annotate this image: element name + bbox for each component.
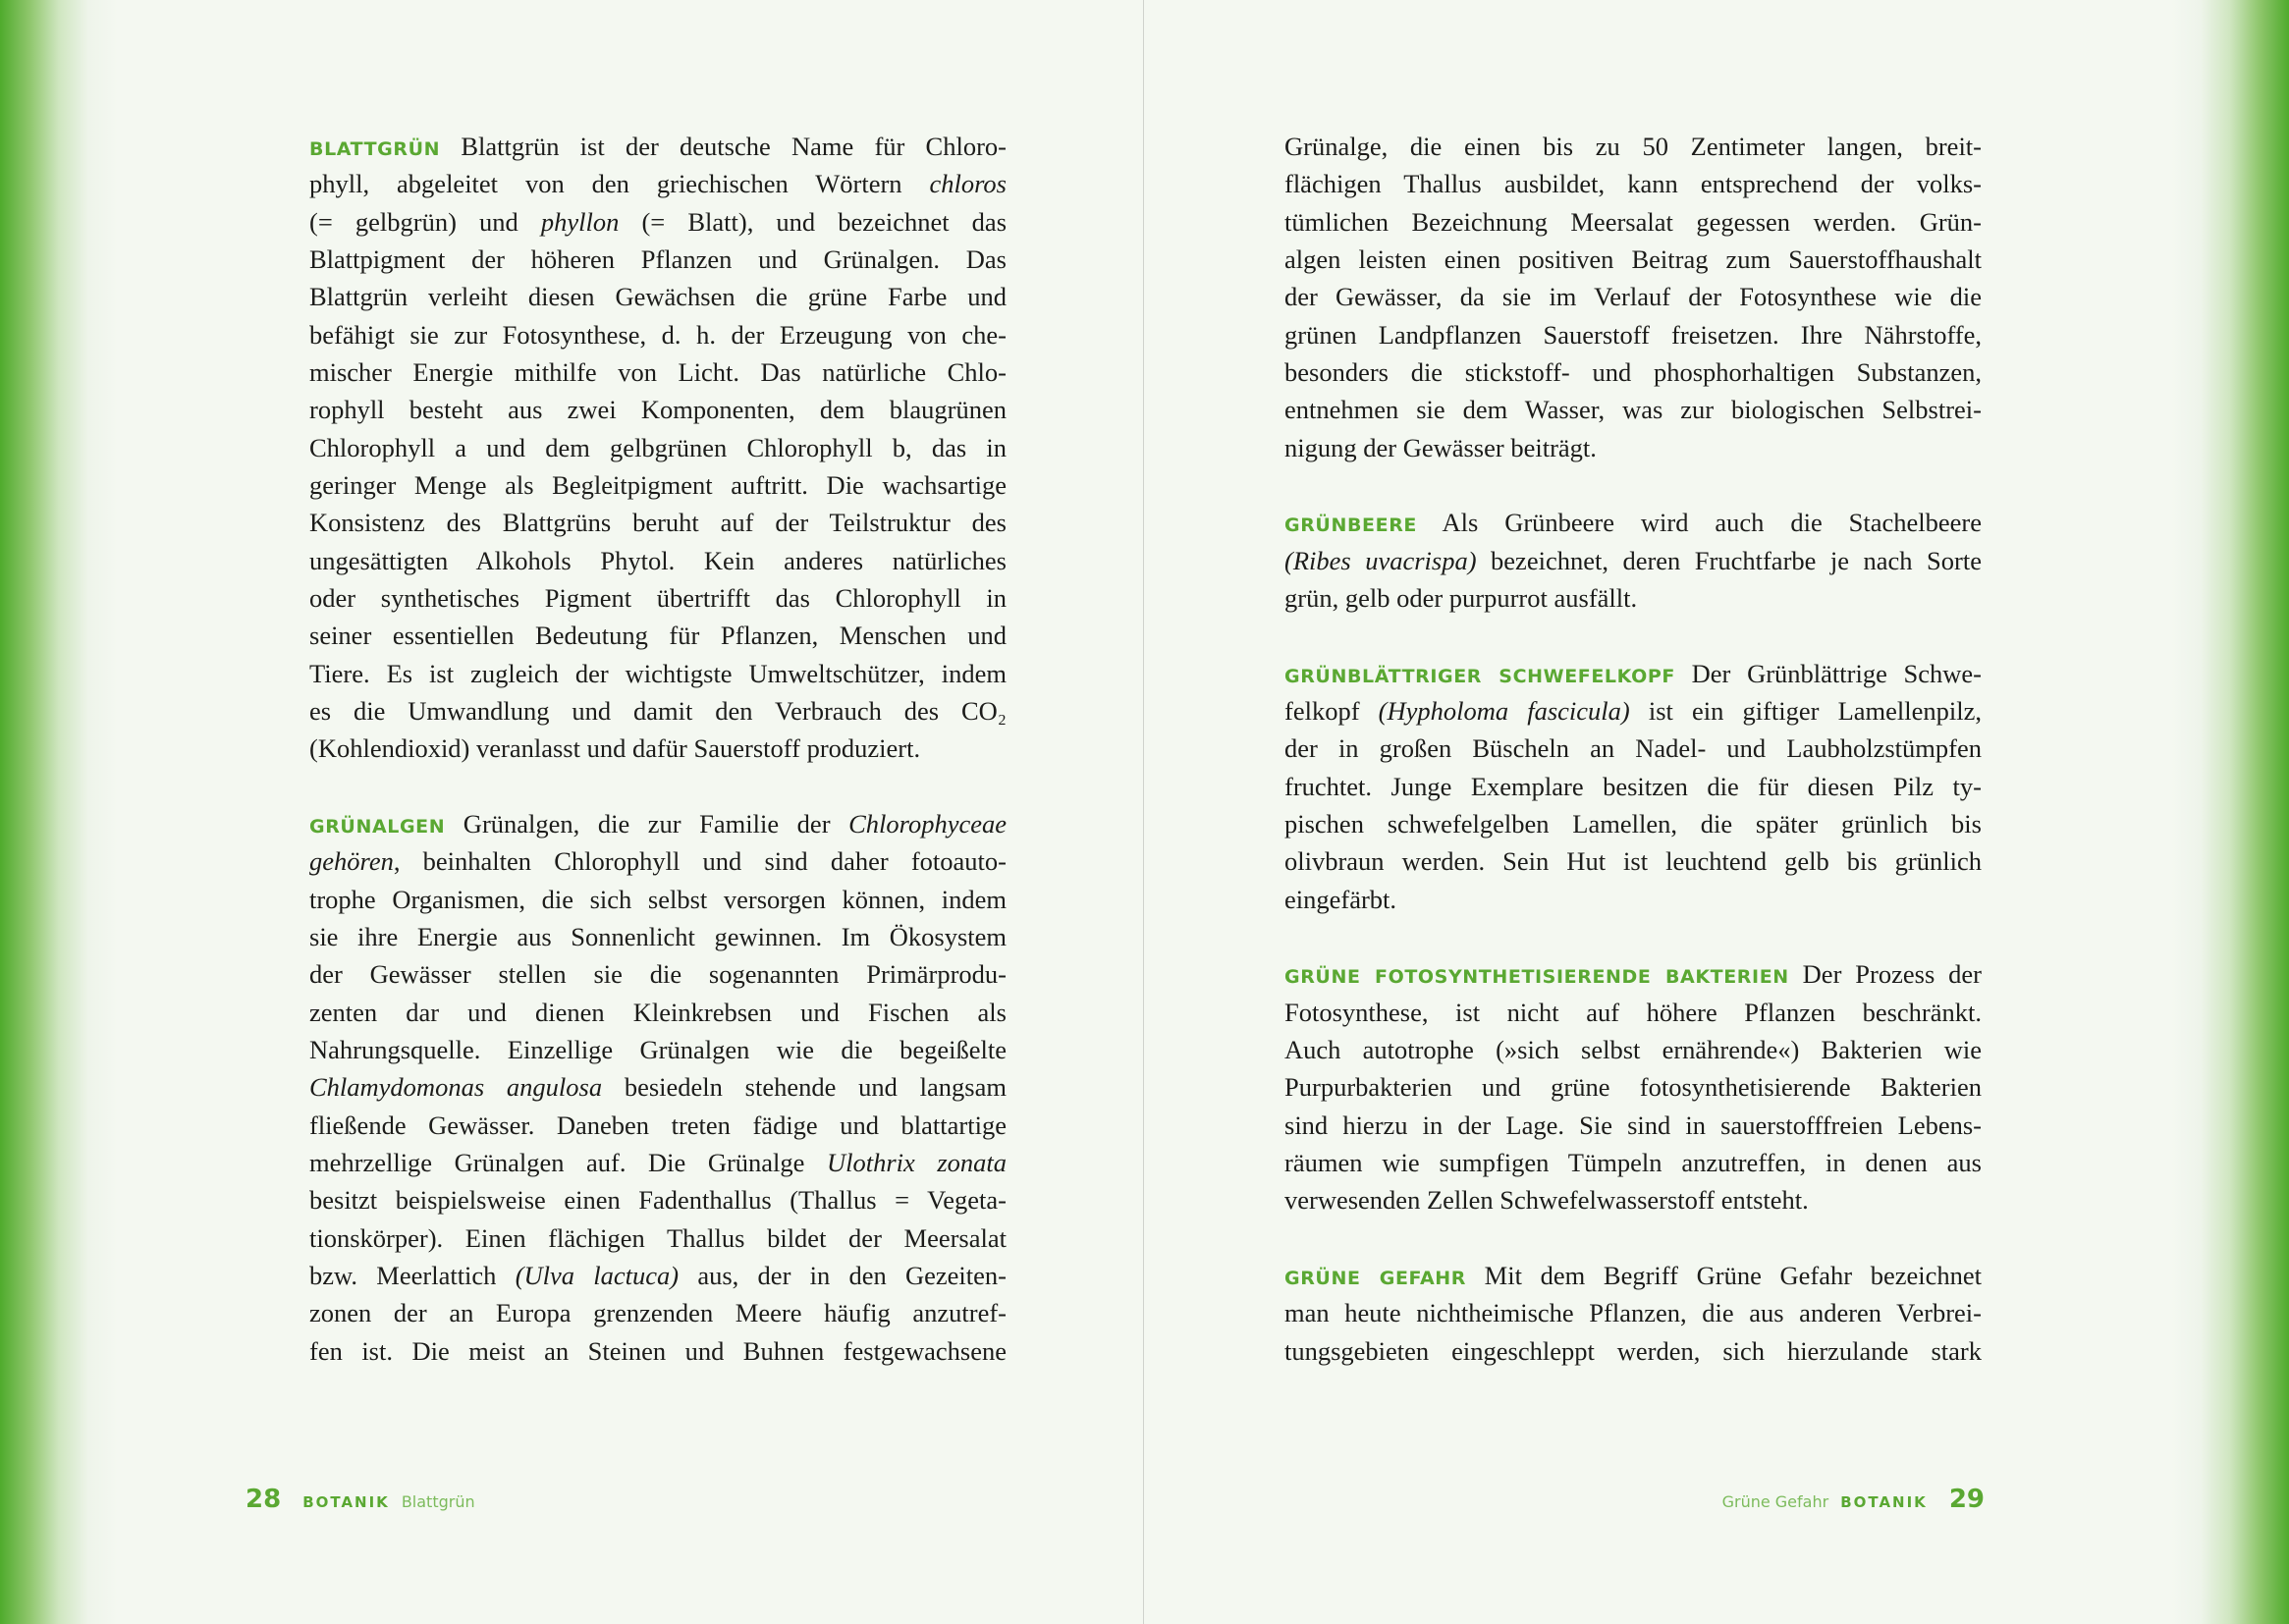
paragraph-gap (1284, 918, 1982, 955)
body-text: Der Grünblättrige Schwe- (1674, 658, 1982, 688)
text-line (1284, 1257, 1982, 1294)
text-line (309, 692, 1007, 730)
text-line (1284, 391, 1982, 428)
text-line (309, 1332, 1007, 1370)
body-text: (= gelbgrün) und (309, 206, 541, 237)
body-text: tümlichen Bezeichnung Meersalat gegessen werden. Grün- (1284, 206, 1982, 237)
paragraph-gap (1284, 1219, 1982, 1257)
body-text: ungesättigten Alkohols Phytol. Kein anderes natürliches (309, 545, 1007, 575)
body-text: grün, gelb oder purpurrot ausfällt. (1284, 582, 1638, 613)
left-page-footer (245, 1485, 475, 1514)
body-text: geringer Menge als Begleitpigment auftritt. Die wachsartige (309, 469, 1007, 500)
body-text: Fotosynthese, ist nicht auf höhere Pflanzen beschränkt. (1284, 997, 1982, 1027)
text-line (1284, 805, 1982, 842)
body-text: aus, der in den Gezeiten- (679, 1260, 1007, 1290)
body-text: Grünalge, die einen bis zu 50 Zentimeter langen, breit- (1284, 132, 1982, 161)
body-text: Konsistenz des Blattgrüns beruht auf der Teilstruktur des (309, 508, 1007, 538)
body-text: man heute nichtheimische Pflanzen, die aus anderen Verbrei- (1284, 1298, 1982, 1328)
text-line (309, 353, 1007, 391)
left-page-body (309, 128, 1007, 1370)
italic-term: (Ulva lactuca) (515, 1260, 680, 1290)
running-head: Grüne Gefahr (1721, 1492, 1829, 1511)
text-line (309, 165, 1007, 202)
text-line (309, 1031, 1007, 1068)
body-text: es die Umwandlung und damit den Verbrauch des CO₂ (309, 695, 1007, 726)
entry-heading: BLATTGRÜN (309, 138, 441, 160)
text-line (1284, 278, 1982, 315)
text-line (309, 994, 1007, 1031)
entry-heading: GRÜNE FOTOSYNTHETISIERENDE BAKTERIEN (1284, 966, 1789, 989)
text-line (309, 1257, 1007, 1294)
text-line (309, 542, 1007, 579)
italic-term: (Ribes uvacrispa) (1284, 545, 1477, 575)
text-line (309, 955, 1007, 993)
body-text: pischen schwefelgelben Lamellen, die später grünlich bis (1284, 808, 1982, 839)
text-line (309, 391, 1007, 428)
text-line (1284, 768, 1982, 805)
section-label: BOTANIK (1840, 1493, 1928, 1511)
text-line (309, 466, 1007, 504)
text-line (1284, 1144, 1982, 1181)
text-line (309, 918, 1007, 955)
running-head: Blattgrün (401, 1492, 475, 1511)
text-line (1284, 955, 1982, 993)
text-line (1284, 504, 1982, 541)
section-label: BOTANIK (302, 1493, 390, 1511)
body-text: tungsgebieten eingeschleppt werden, sich hierzulande stark (1284, 1335, 1982, 1366)
entry-heading: GRÜNE GEFAHR (1284, 1267, 1466, 1289)
body-text: der Gewässer stellen sie die sogenannten Primärprodu- (309, 959, 1007, 990)
body-text: Auch autotrophe (»sich selbst ernährende«) Bakterien wie (1284, 1034, 1982, 1064)
italic-term: gehören (309, 846, 394, 877)
body-text: ist ein giftiger Lamellenpilz, (1629, 695, 1982, 726)
text-line (1284, 1294, 1982, 1331)
body-text: entnehmen sie dem Wasser, was zur biologischen Selbstrei- (1284, 395, 1982, 425)
body-text: olivbraun werden. Sein Hut ist leuchtend gelb bis grünlich (1284, 846, 1982, 877)
text-line (1284, 1031, 1982, 1068)
body-text: algen leisten einen positiven Beitrag zum Sauerstoffhaushalt (1284, 244, 1982, 274)
body-text: eingefärbt. (1284, 884, 1397, 914)
body-text: räumen wie sumpfigen Tümpeln anzutreffen, in denen aus (1284, 1147, 1982, 1177)
text-line (309, 617, 1007, 654)
body-text: Purpurbakterien und grüne fotosynthetisierende Bakterien (1284, 1072, 1982, 1103)
body-text: Blattgrün ist der deutsche Name für Chloro- (440, 132, 1007, 161)
text-line (1284, 579, 1982, 617)
text-line (309, 128, 1007, 165)
body-text: Mit dem Begriff Grüne Gefahr bezeichnet (1466, 1260, 1982, 1290)
text-line (1284, 881, 1982, 918)
text-line (309, 655, 1007, 692)
text-line (309, 1294, 1007, 1331)
body-text: fruchtet. Junge Exemplare besitzen die für diesen Pilz ty- (1284, 771, 1982, 801)
text-line (1284, 241, 1982, 278)
paragraph-gap (309, 768, 1007, 805)
body-text: grünen Landpflanzen Sauerstoff freisetzen. Ihre Nährstoffe, (1284, 319, 1982, 350)
text-line (1284, 203, 1982, 241)
text-line (1284, 1068, 1982, 1106)
italic-term: chloros (929, 169, 1007, 199)
body-text: zenten dar und dienen Kleinkrebsen und Fischen als (309, 997, 1007, 1027)
text-line (309, 1219, 1007, 1257)
body-text: fen ist. Die meist an Steinen und Buhnen festgewachsene (309, 1335, 1007, 1366)
text-line (309, 730, 1007, 767)
text-line (309, 429, 1007, 466)
text-line (1284, 316, 1982, 353)
paragraph-gap (1284, 466, 1982, 504)
right-page-body (1284, 128, 1982, 1370)
body-text: flächigen Thallus ausbildet, kann entsprechend der volks- (1284, 169, 1982, 199)
entry-heading: GRÜNBLÄTTRIGER SCHWEFELKOPF (1284, 665, 1675, 687)
italic-term: Ulothrix zonata (826, 1147, 1007, 1177)
body-text: Als Grünbeere wird auch die Stachelbeere (1417, 508, 1982, 538)
italic-term: Chlamydomonas angulosa (309, 1072, 603, 1103)
text-line (309, 241, 1007, 278)
text-line (309, 1181, 1007, 1218)
text-line (309, 881, 1007, 918)
text-line (1284, 1332, 1982, 1370)
italic-term: phyllon (540, 206, 620, 237)
body-text: Nahrungsquelle. Einzellige Grünalgen wie die begeißelte (309, 1034, 1007, 1064)
text-line (309, 805, 1007, 842)
body-text: mischer Energie mithilfe von Licht. Das natürliche Chlo- (309, 356, 1007, 387)
body-text: verwesenden Zellen Schwefelwasserstoff entsteht. (1284, 1185, 1809, 1216)
text-line (309, 1144, 1007, 1181)
body-text: befähigt sie zur Fotosynthese, d. h. der Erzeugung von che- (309, 319, 1007, 350)
body-text: besonders die stickstoff- und phosphorhaltigen Substanzen, (1284, 356, 1982, 387)
text-line (1284, 994, 1982, 1031)
text-line (1284, 1181, 1982, 1218)
italic-term: Chlorophyceae (848, 808, 1007, 839)
body-text: besiedeln stehende und langsam (602, 1072, 1007, 1103)
text-line (1284, 1107, 1982, 1144)
body-text: sind hierzu in der Lage. Sie sind in sauerstofffreien Lebens- (1284, 1110, 1982, 1140)
text-line (1284, 730, 1982, 767)
body-text: sie ihre Energie aus Sonnenlicht gewinnen. Im Ökosystem (309, 921, 1007, 951)
book-spine (1143, 0, 1144, 1624)
right-page-footer (1722, 1485, 1985, 1514)
text-line (309, 1068, 1007, 1106)
text-line (1284, 655, 1982, 692)
body-text: besitzt beispielsweise einen Fadenthallus (Thallus = Vegeta- (309, 1185, 1007, 1216)
body-text: rophyll besteht aus zwei Komponenten, dem blaugrünen (309, 395, 1007, 425)
entry-heading: GRÜNBEERE (1284, 514, 1418, 537)
body-text: tionskörper). Einen flächigen Thallus bildet der Meersalat (309, 1222, 1007, 1253)
body-text: phyll, abgeleitet von den griechischen Wörtern (309, 169, 930, 199)
text-line (1284, 542, 1982, 579)
text-line (309, 1107, 1007, 1144)
body-text: nigung der Gewässer beiträgt. (1284, 432, 1597, 462)
text-line (1284, 842, 1982, 880)
text-line (309, 316, 1007, 353)
body-text: Tiere. Es ist zugleich der wichtigste Umweltschützer, indem (309, 658, 1007, 688)
text-line (1284, 429, 1982, 466)
body-text: bezeichnet, deren Fruchtfarbe je nach Sorte (1476, 545, 1982, 575)
body-text: Chlorophyll a und dem gelbgrünen Chlorophyll b, das in (309, 432, 1007, 462)
italic-term: (Hypholoma fascicula) (1378, 695, 1630, 726)
body-text: bzw. Meerlattich (309, 1260, 516, 1290)
body-text: mehrzellige Grünalgen auf. Die Grünalge (309, 1147, 827, 1177)
page-number: 29 (1948, 1485, 1985, 1514)
text-line (1284, 128, 1982, 165)
body-text: Der Prozess der (1788, 959, 1982, 990)
entry-heading: GRÜNALGEN (309, 815, 446, 838)
body-text: (Kohlendioxid) veranlasst und dafür Sauerstoff produziert. (309, 733, 921, 764)
body-text: seiner essentiellen Bedeutung für Pflanzen, Menschen und (309, 621, 1007, 651)
text-line (309, 579, 1007, 617)
body-text: trophe Organismen, die sich selbst versorgen können, indem (309, 884, 1007, 914)
text-line (1284, 165, 1982, 202)
body-text: zonen der an Europa grenzenden Meere häufig anzutref- (309, 1298, 1007, 1328)
page-number: 28 (245, 1485, 282, 1514)
paragraph-gap (1284, 617, 1982, 654)
body-text: fließende Gewässer. Daneben treten fädige und blattartige (309, 1110, 1007, 1140)
text-line (309, 203, 1007, 241)
text-line (309, 842, 1007, 880)
text-line (309, 504, 1007, 541)
body-text: Blattpigment der höheren Pflanzen und Grünalgen. Das (309, 244, 1007, 274)
text-line (1284, 353, 1982, 391)
text-line (309, 278, 1007, 315)
body-text: oder synthetisches Pigment übertrifft das Chlorophyll in (309, 582, 1007, 613)
body-text: Grünalgen, die zur Familie der (445, 808, 849, 839)
body-text: felkopf (1284, 695, 1379, 726)
body-text: der Gewässer, da sie im Verlauf der Fotosynthese wie die (1284, 282, 1982, 312)
body-text: , beinhalten Chlorophyll und sind daher fotoauto- (393, 846, 1007, 877)
body-text: Blattgrün verleiht diesen Gewächsen die grüne Farbe und (309, 282, 1007, 312)
text-line (1284, 692, 1982, 730)
body-text: der in großen Büscheln an Nadel- und Laubholzstümpfen (1284, 733, 1982, 764)
body-text: (= Blatt), und bezeichnet das (619, 206, 1008, 237)
